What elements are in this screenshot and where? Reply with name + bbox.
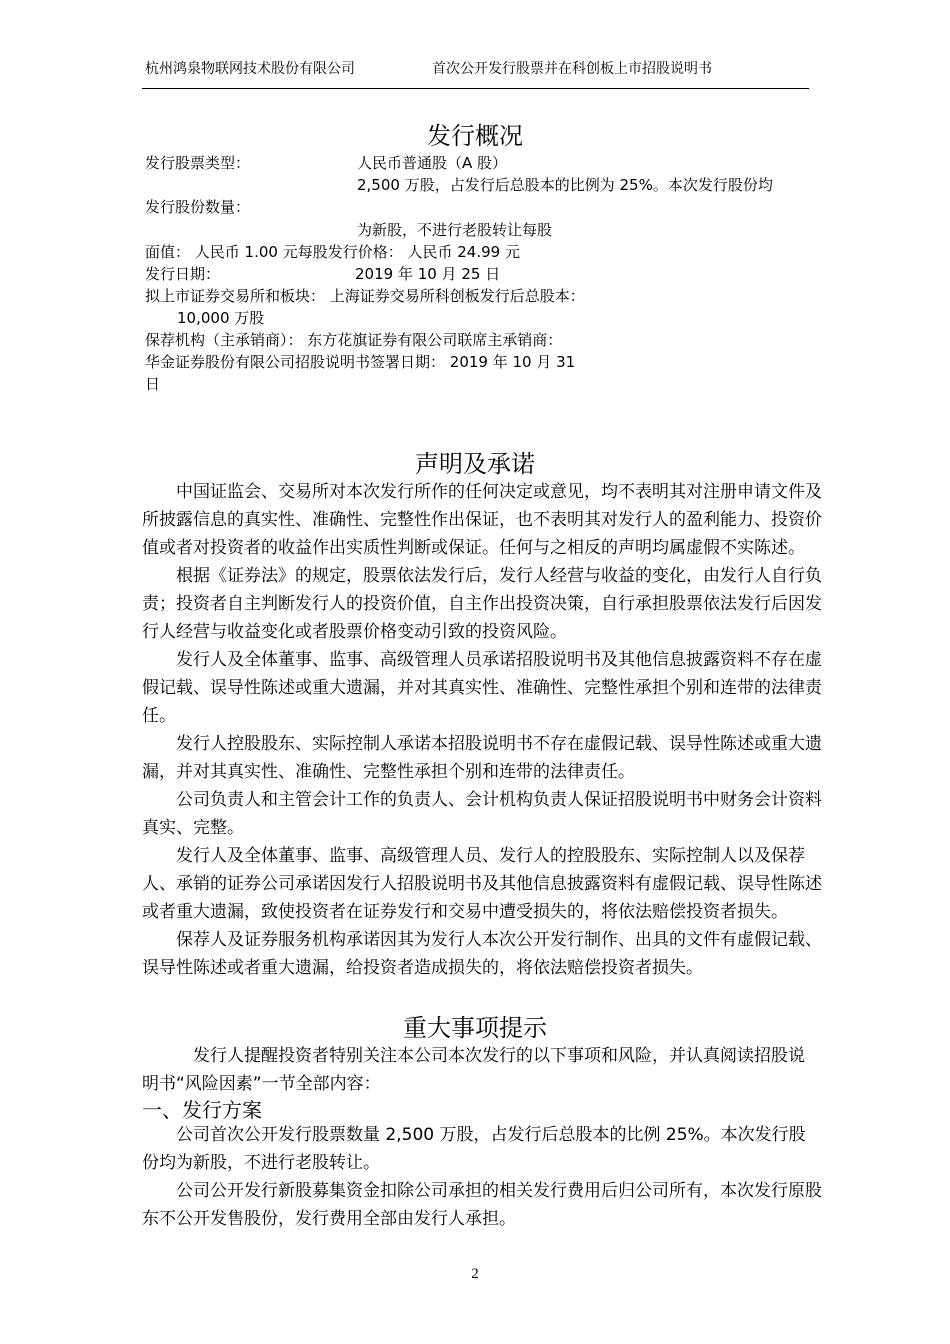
shares-value-line2: 为新股，不进行老股转让每股 bbox=[357, 221, 553, 239]
section1-paragraph: 公司公开发行新股募集资金扣除公司承担的相关发行费用后归公司所有，本次发行原股东不公开发售股份，发行费用全部由发行人承担。 bbox=[142, 1181, 822, 1229]
header-company: 杭州鸿泉物联网技术股份有限公司 bbox=[145, 61, 355, 77]
declaration-paragraph: 中国证监会、交易所对本次发行所作的任何决定或意见，均不表明其对注册申请文件及所披露信息的真实性、准确性、完整性作出保证，也不表明其对发行人的盈利能力、投资价值或者对投资者的收益作出实质性判断或保证。任何与之相反的声明均属虚假不实陈述。 bbox=[142, 482, 822, 558]
date-value: 2019 年 10 月 25 日 bbox=[355, 265, 501, 283]
declaration-paragraph: 保荐人及证券服务机构承诺因其为发行人本次公开发行制作、出具的文件有虚假记载、误导性陈述或者重大遗漏，给投资者造成损失的，将依法赔偿投资者损失。 bbox=[142, 930, 822, 978]
co-underwriter-line: 华金证券股份有限公司招股说明书签署日期： 2019 年 10 月 31 bbox=[145, 353, 576, 371]
header-doc-title: 首次公开发行股票并在科创板上市招股说明书 bbox=[432, 61, 712, 77]
overview-title: 发行概况 bbox=[427, 122, 523, 150]
declaration-paragraph: 根据《证券法》的规定，股票依法发行后，发行人经营与收益的变化，由发行人自行负责；投资者自主判断发行人的投资价值，自主作出投资决策，自行承担股票依法发行后因发行人经营与收益变化或者股票价格变动引致的投资风险。 bbox=[142, 566, 822, 642]
declaration-paragraph: 发行人控股股东、实际控制人承诺本招股说明书不存在虚假记载、误导性陈述或重大遗漏，并对其真实性、准确性、完整性承担个别和连带的法律责任。 bbox=[142, 734, 822, 782]
section1-title: 一、发行方案 bbox=[142, 1098, 262, 1122]
total-shares: 10,000 万股 bbox=[177, 309, 265, 327]
section1-body bbox=[142, 1121, 822, 1233]
date-label: 发行日期： bbox=[145, 265, 221, 283]
stock-type-label: 发行股票类型： bbox=[145, 154, 251, 172]
declaration-title: 声明及承诺 bbox=[415, 450, 535, 478]
co-underwriter-line-tail: 日 bbox=[145, 375, 161, 393]
declaration-paragraph: 公司负责人和主管会计工作的负责人、会计机构负责人保证招股说明书中财务会计资料真实、完整。 bbox=[142, 790, 822, 838]
exchange-line: 拟上市证券交易所和板块： 上海证券交易所科创板发行后总股本： bbox=[145, 287, 585, 305]
section1-paragraph: 公司首次公开发行股票数量 2,500 万股，占发行后总股本的比例 25%。本次发行股份均为新股，不进行老股转让。 bbox=[142, 1125, 806, 1173]
shares-label: 发行股份数量： bbox=[145, 198, 251, 216]
header-rule bbox=[142, 88, 809, 89]
declaration-paragraph: 发行人及全体董事、监事、高级管理人员、发行人的控股股东、实际控制人以及保荐人、承销的证券公司承诺因发行人招股说明书及其他信息披露资料有虚假记载、误导性陈述或者重大遗漏，致使投资者在证券发行和交易中遭受损失的，将依法赔偿投资者损失。 bbox=[142, 846, 822, 922]
major-matters-title: 重大事项提示 bbox=[403, 1014, 547, 1042]
sponsor-line: 保荐机构（主承销商）： 东方花旗证券有限公司联席主承销商： bbox=[145, 331, 563, 349]
declaration-body bbox=[142, 478, 822, 982]
major-matters-intro-block bbox=[142, 1042, 812, 1098]
par-value-line: 面值： 人民币 1.00 元每股发行价格： 人民币 24.99 元 bbox=[145, 243, 520, 261]
stock-type-value: 人民币普通股（A 股） bbox=[357, 154, 508, 172]
declaration-paragraph: 发行人及全体董事、监事、高级管理人员承诺招股说明书及其他信息披露资料不存在虚假记载、误导性陈述或重大遗漏，并对其真实性、准确性、完整性承担个别和连带的法律责任。 bbox=[142, 650, 822, 726]
page-number: 2 bbox=[471, 1266, 479, 1282]
shares-value-line1: 2,500 万股，占发行后总股本的比例为 25%。本次发行股份均 bbox=[357, 176, 773, 194]
major-matters-intro: 发行人提醒投资者特别关注本公司本次发行的以下事项和风险，并认真阅读招股说明书“风险因素”一节全部内容： bbox=[142, 1046, 805, 1094]
